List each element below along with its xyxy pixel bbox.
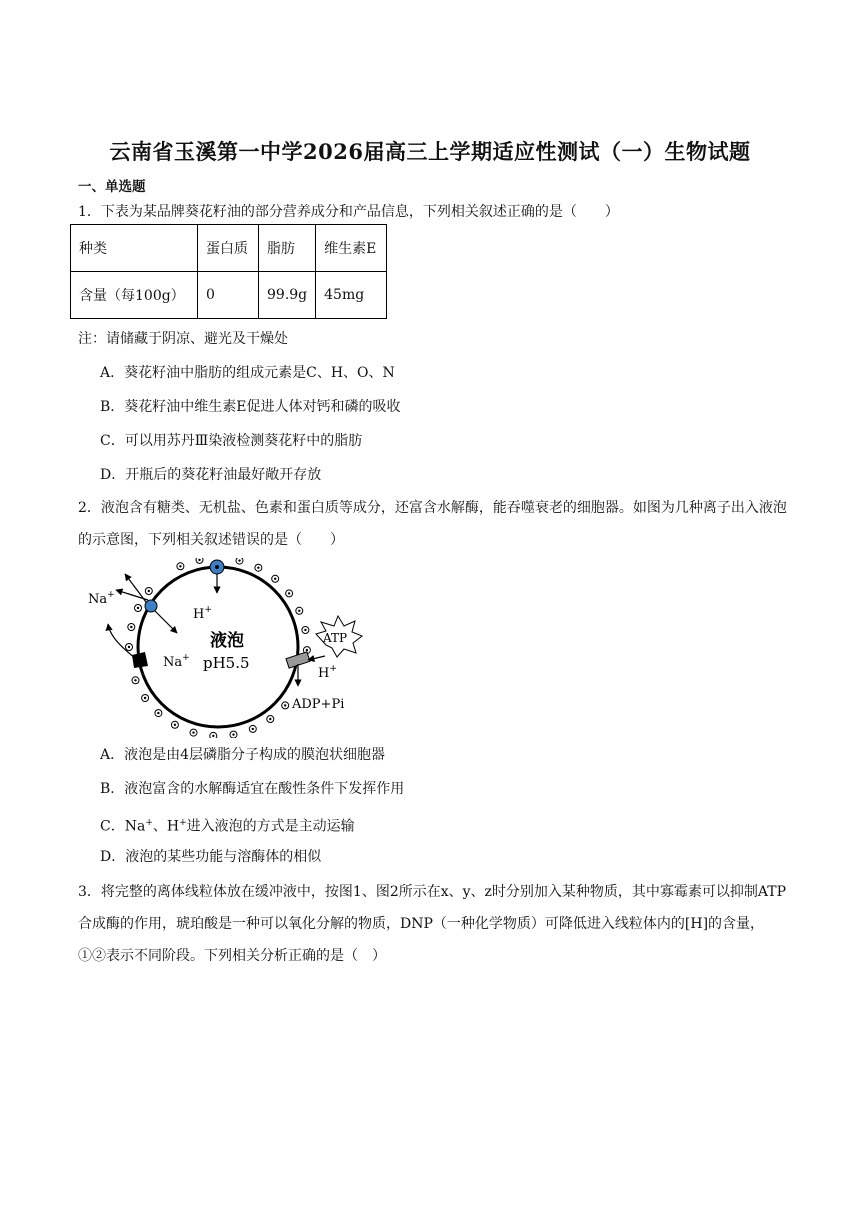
table-cell: 种类: [71, 225, 198, 272]
question-1-stem: 1．下表为某品牌葵花籽油的部分营养成分和产品信息，下列相关叙述正确的是（ ）: [78, 204, 619, 220]
antiporter-icon: [145, 600, 157, 612]
table-row: [71, 272, 387, 319]
table-cell: 脂肪: [259, 225, 316, 272]
label-adp: ADP+Pi: [292, 697, 345, 712]
label-na-inside: Na+: [163, 653, 190, 670]
q2-option-b: B．液泡富含的水解酶适宜在酸性条件下发挥作用: [100, 781, 405, 797]
label-na-outside: Na+: [88, 590, 115, 607]
table-cell: 45mg: [316, 272, 387, 319]
table-cell: 含量（每100g）: [71, 272, 198, 319]
table-row: [71, 225, 387, 272]
table-cell: 维生素E: [316, 225, 387, 272]
q1-option-b: B．葵花籽油中维生素E促进人体对钙和磷的吸收: [100, 399, 401, 415]
storage-note: 注：请储藏于阴凉、避光及干燥处: [78, 331, 288, 347]
table-cell: 0: [198, 272, 259, 319]
nutrition-table: [70, 224, 387, 319]
label-h-outside: H+: [318, 664, 337, 681]
vacuole-diagram: [80, 558, 370, 738]
table-cell: 99.9g: [259, 272, 316, 319]
question-3-stem: 3．将完整的离体线粒体放在缓冲液中，按图1、图2所示在x、y、z时分别加入某种物质，其中寡霉素可以抑制ATP合成酶的作用，琥珀酸是一种可以氧化分解的物质，DNP（一种化学物质）可降低进入线粒体内的[H]的含量，①②表示不同阶段。下列相关分析正确的是（ ）: [78, 884, 787, 964]
q1-option-c: C．可以用苏丹Ⅲ染液检测葵花籽中的脂肪: [100, 433, 363, 449]
q2-option-a: A．液泡是由4层磷脂分子构成的膜泡状细胞器: [100, 747, 386, 763]
na-channel-icon: [132, 652, 148, 668]
q2-option-d: D．液泡的某些功能与溶酶体的相似: [100, 849, 322, 865]
page-title: 云南省玉溪第一中学2026届高三上学期适应性测试（一）生物试题: [109, 139, 751, 164]
label-atp: ATP: [323, 631, 348, 645]
label-ph: pH5.5: [203, 654, 250, 672]
question-2-stem: 2．液泡含有糖类、无机盐、色素和蛋白质等成分，还富含水解酶，能吞噬衰老的细胞器。如图为几种离子出入液泡的示意图，下列相关叙述错误的是（ ）: [78, 500, 787, 548]
q1-option-d: D．开瓶后的葵花籽油最好敞开存放: [100, 467, 322, 483]
q2-option-c: C．Na+、H+进入液泡的方式是主动运输: [100, 818, 355, 835]
label-vacuole: 液泡: [210, 631, 244, 651]
table-cell: 蛋白质: [198, 225, 259, 272]
section-heading: 一、单选题: [78, 179, 146, 195]
q1-option-a: A．葵花籽油中脂肪的组成元素是C、H、O、N: [100, 365, 395, 381]
label-h-inside: H+: [193, 605, 212, 622]
